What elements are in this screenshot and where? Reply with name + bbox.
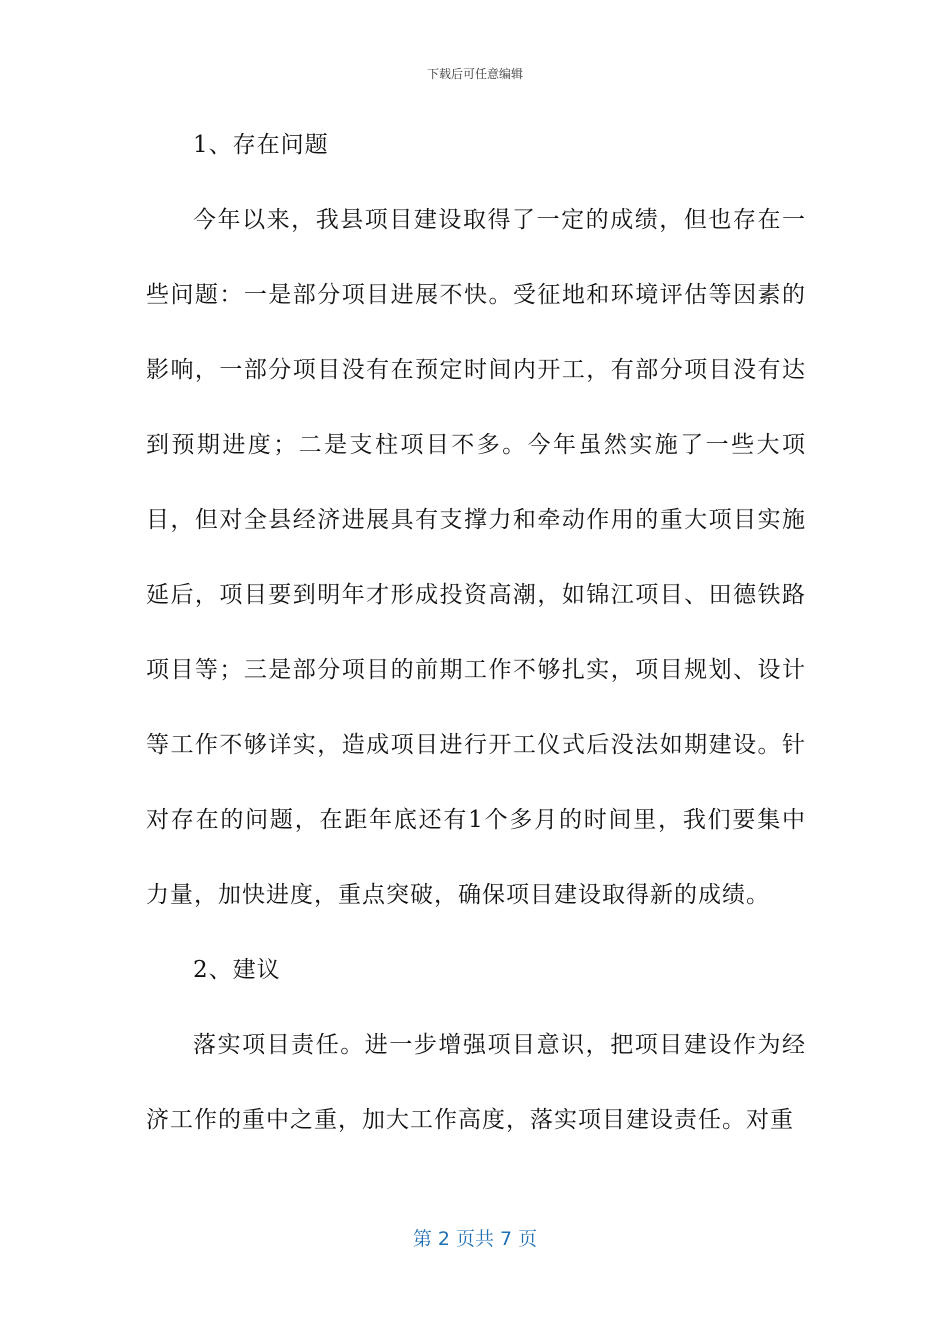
paragraph-suggestions: 落实项目责任。进一步增强项目意识，把项目建设作为经济工作的重中之重，加大工作高度，落实项目建设责任。对重	[146, 1032, 806, 1133]
section-heading-suggestions: 2、建议	[193, 957, 281, 983]
paragraph-problems: 今年以来，我县项目建设取得了一定的成绩，但也存在一些问题：一是部分项目进展不快。受征地和环境评估等因素的影响，一部分项目没有在预定时间内开工，有部分项目没有达到预期进度；二是支柱项目不多。今年虽然实施了一些大项目，但对全县经济进展具有支撑力和牵动作用的重大项目实施延后，项目要到明年才形成投资高潮，如锦江项目、田德铁路项目等；三是部分项目的前期工作不够扎实，项目规划、设计等工作不够详实，造成项目进行开工仪式后没法如期建设。针对存在的问题，在距年底还有1个多月的时间里，我们要集中力量，加快进度，重点突破，确保项目建设取得新的成绩。	[146, 207, 806, 908]
page-header-note: 下载后可任意编辑	[426, 67, 523, 81]
document-body	[146, 108, 806, 1158]
section-heading-problems: 1、存在问题	[193, 132, 329, 158]
page-number-footer: 第 2 页共 7 页	[412, 1228, 538, 1250]
